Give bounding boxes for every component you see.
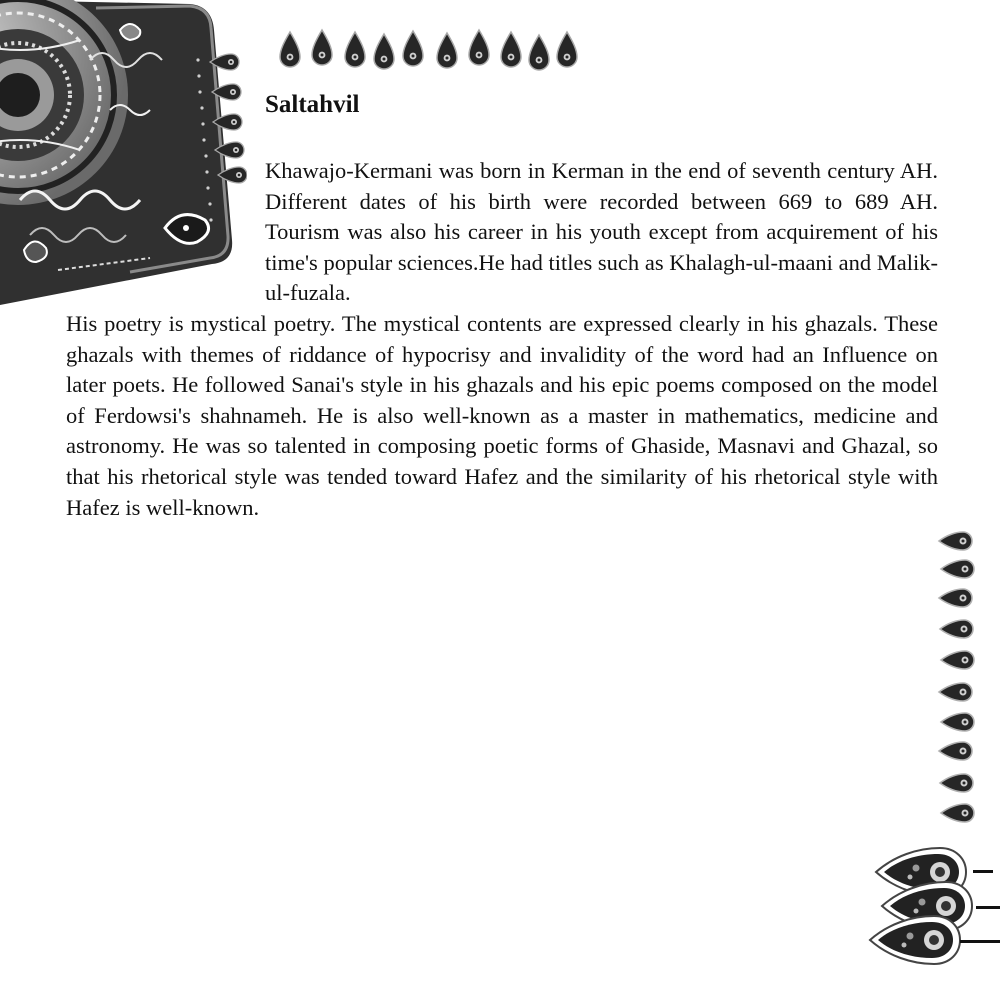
paisley-drop-icon	[941, 804, 974, 822]
paisley-drop-icon	[939, 683, 972, 701]
paisley-drop-icon	[941, 713, 974, 731]
paisley-drop-icon	[345, 32, 365, 67]
paisley-drop-icon	[941, 651, 974, 669]
paisley-drop-icon	[939, 532, 972, 550]
paisley-drop-icon	[215, 142, 244, 158]
paisley-drop-icon	[374, 34, 394, 69]
paisley-drop-icon	[437, 33, 457, 68]
paisley-drop-icon	[940, 774, 973, 792]
paisley-drop-icon	[403, 31, 423, 66]
drop-column-right	[930, 528, 980, 828]
paisley-drop-icon	[939, 742, 972, 760]
paisley-drop-icon	[280, 32, 300, 67]
drop-column-left	[205, 52, 247, 187]
paisley-drop-icon	[940, 620, 973, 638]
paisley-drop-icon	[870, 916, 960, 964]
paisley-drop-icon	[469, 30, 489, 65]
paisley-drop-icon	[312, 30, 332, 65]
paisley-drop-icon	[501, 32, 521, 67]
paisley-drop-icon	[939, 589, 972, 607]
paragraph-poetry: His poetry is mystical poetry. The mystical contents are expressed clearly in his ghazals. These ghazals with themes of riddance of hypocrisy and invalidity of the word had an Influence on later poets. He followed Sanai's style in his ghazals and his epic poems composed on the model of Ferdowsi's shahnameh. He is also well-known as a master in mathematics, medicine and astronomy. He was so talented in composing poetic forms of Ghaside, Masnavi and Ghazal, so that his rhetorical style was tended toward Hafez and the similarity of his rhetorical style with Hafez is well-known.	[66, 311, 938, 520]
article-title: Saltahvil	[265, 91, 360, 118]
paisley-drop-icon	[941, 560, 974, 578]
drop-row-top	[278, 26, 588, 74]
paisley-drop-icon	[212, 84, 241, 100]
large-drop-cluster	[850, 838, 1000, 973]
paisley-drop-icon	[218, 167, 247, 183]
paisley-drop-icon	[210, 54, 239, 70]
paragraph-intro: Khawajo-Kermani was born in Kerman in the end of seventh century AH. Different dates of his birth were recorded between 669 to 689 AH. Tourism was also his career in his youth except from acquirement of his time's popular sciences.He had titles such as Khalagh-ul-maani and Malik-ul-fuzala.	[265, 158, 938, 306]
paisley-drop-icon	[529, 35, 549, 70]
paisley-drop-icon	[213, 114, 242, 130]
paisley-drop-icon	[557, 32, 577, 67]
